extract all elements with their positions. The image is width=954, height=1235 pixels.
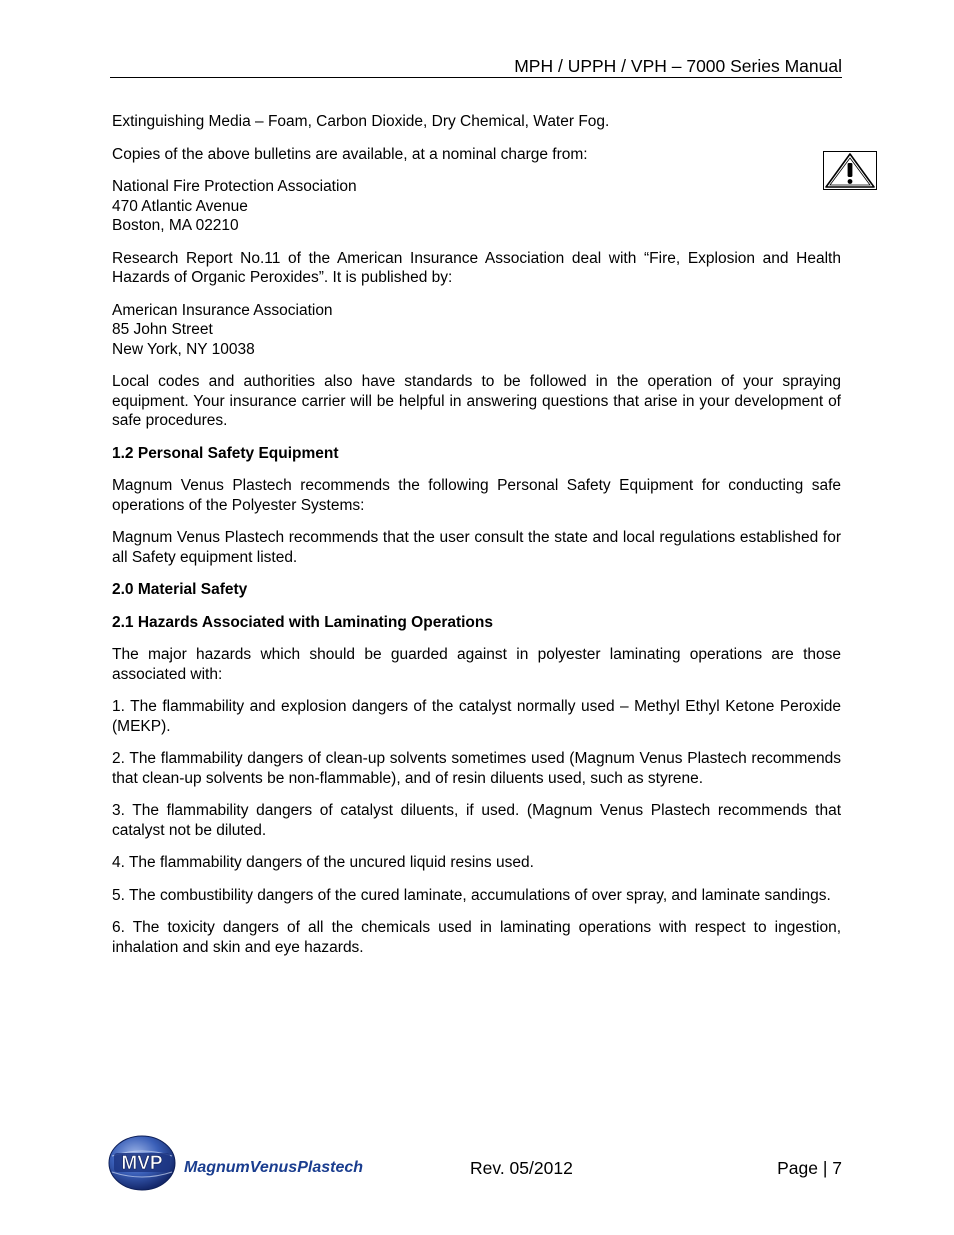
address-line: National Fire Protection Association [112, 178, 357, 195]
logo-badge-text: MVP [121, 1153, 163, 1174]
paragraph-extinguishing-media: Extinguishing Media – Foam, Carbon Dioxide, Dry Chemical, Water Fog. [112, 113, 610, 130]
heading-material-safety: 2.0 Material Safety [112, 581, 248, 598]
paragraph-research-report: Research Report No.11 of the American Insurance Association deal with “Fire, Explosion and Health Hazards of Organic Peroxides”. It is published by: [112, 249, 841, 286]
paragraph-bulletins: Copies of the above bulletins are available, at a nominal charge from: [112, 145, 588, 163]
address-line: 470 Atlantic Avenue [112, 197, 248, 215]
list-item: 6. The toxicity dangers of all the chemicals used in laminating operations with respect to ingestion, inhalation and skin and eye hazards. [112, 919, 841, 956]
address-line: 85 John Street [112, 321, 213, 338]
paragraph-regulations: Magnum Venus Plastech recommends that the user consult the state and local regulations established for all Safety equipment listed. [112, 529, 841, 566]
address-aia [112, 301, 841, 360]
address-line: American Insurance Association [112, 301, 333, 319]
mvp-logo [106, 1132, 386, 1194]
address-line: Boston, MA 02210 [112, 217, 239, 234]
page-number: Page | 7 [777, 1158, 842, 1178]
list-item: 2. The flammability dangers of clean-up solvents sometimes used (Magnum Venus Plastech recommends that clean-up solvents be non-flammable), and of resin diluents used, such as styrene. [112, 750, 841, 787]
paragraph-local-codes: Local codes and authorities also have standards to be followed in the operation of your spraying equipment. Your insurance carrier will be helpful in answering questions that arise in your development of safe procedures. [112, 373, 841, 429]
page-header [110, 55, 842, 78]
revision-date: Rev. 05/2012 [470, 1158, 573, 1178]
list-item: 1. The flammability and explosion dangers of the catalyst normally used – Methyl Ethyl Ketone Peroxide (MEKP). [112, 698, 841, 735]
list-item: 3. The flammability dangers of catalyst diluents, if used. (Magnum Venus Plastech recommends that catalyst not be diluted. [112, 802, 841, 839]
address-nfpa [112, 177, 841, 236]
paragraph-major-hazards: The major hazards which should be guarded against in polyester laminating operations are those associated with: [112, 646, 841, 683]
heading-personal-safety-equipment: 1.2 Personal Safety Equipment [112, 444, 339, 462]
heading-laminating-hazards: 2.1 Hazards Associated with Laminating Operations [112, 613, 493, 631]
list-item: 4. The flammability dangers of the uncured liquid resins used. [112, 854, 534, 871]
paragraph-safety-equipment: Magnum Venus Plastech recommends the following Personal Safety Equipment for conducting safe operations of the Polyester Systems: [112, 477, 841, 514]
address-line: New York, NY 10038 [112, 340, 255, 358]
list-item: 5. The combustibility dangers of the cured laminate, accumulations of over spray, and laminate sandings. [112, 886, 831, 904]
manual-title: MPH / UPPH / VPH – 7000 Series Manual [514, 56, 842, 76]
logo-wordmark: MagnumVenusPlastech [184, 1159, 364, 1176]
document-body [112, 112, 841, 970]
